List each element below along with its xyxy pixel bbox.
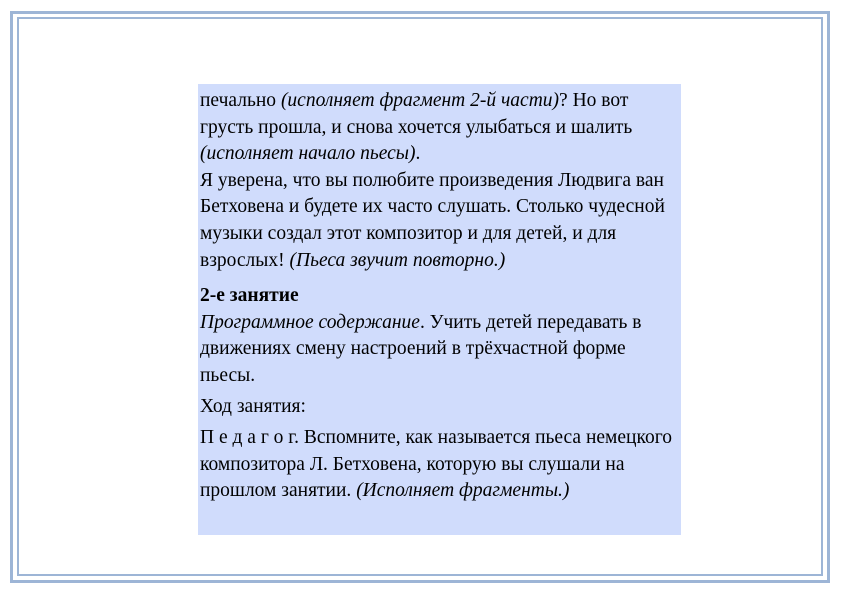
paragraph-1-stage-direction-a: (исполняет фрагмент 2-й части) [280,90,560,111]
paragraph-2-text: Я уверена, что вы полюбите произведения Людвига ван Бетховена и будете их часто слушать. Столько чудесной музыки создал этот композитор и для детей, и для взрослых! [200,169,665,271]
paragraph-3-text: . Учить детей передавать в движениях смену настроений в трёхчастной форме пьесы. [200,311,642,386]
paragraph-2 [200,168,679,274]
paragraph-1-stage-direction-b: (исполняет начало пьесы) [200,143,416,165]
paragraph-2-stage-direction: (Пьеса звучит повторно.) [289,249,506,271]
paragraph-3-term: Программное содержание [200,311,420,333]
paragraph-1-text-a: печально [200,90,281,111]
paragraph-3 [200,310,679,390]
text-block [198,84,681,535]
paragraph-5 [200,425,679,505]
paragraph-5-stage-direction: (Исполняет фрагменты.) [356,480,570,502]
paragraph-1-text-c: . [415,143,421,165]
paragraph-1 [200,88,679,168]
section-heading: 2-е занятие [200,285,299,307]
paragraph-1-text-b: ? Но вот грусть прошла, и снова хочется улыбаться и шалить [200,90,633,138]
paragraph-5-text: П е д а г о г. Вспомните, как называется пьеса немецкого композитора Л. Бетховена, которую вы слушали на прошлом занятии. [200,427,672,502]
paragraph-4: Ход занятия: [200,395,306,417]
